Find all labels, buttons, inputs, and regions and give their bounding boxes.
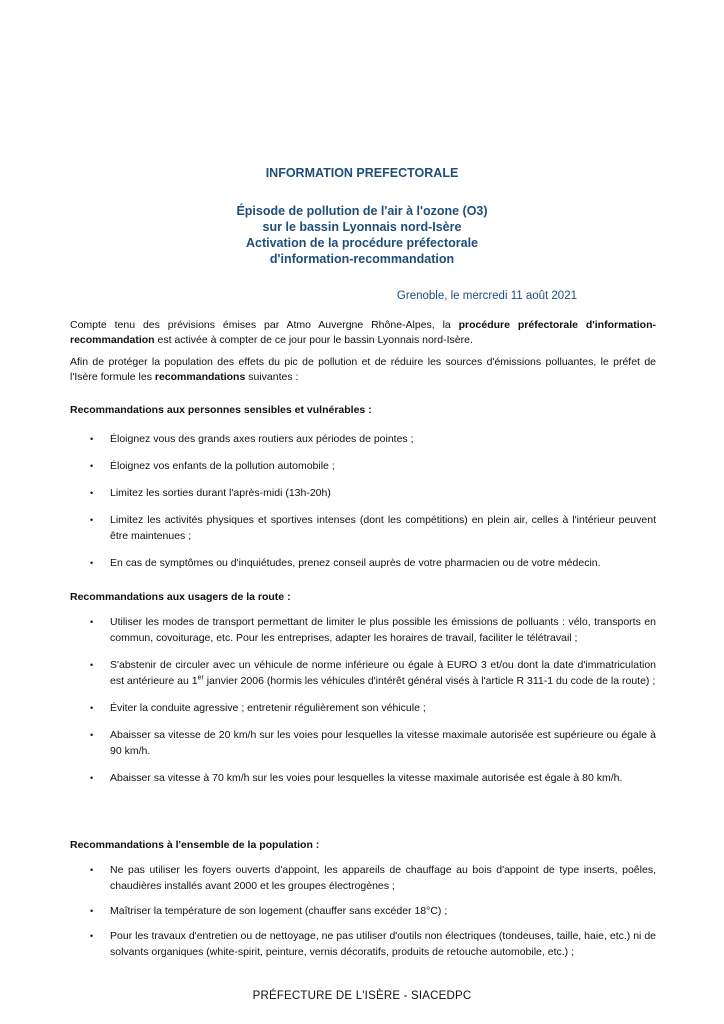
list-item-text [110, 657, 656, 689]
list-item [70, 614, 656, 646]
bullet-icon: • [90, 865, 94, 875]
page-footer: PRÉFECTURE DE L'ISÈRE - SIACEDPC [252, 990, 472, 1002]
list-item [70, 431, 656, 447]
bullet-icon: • [90, 703, 94, 713]
document-subtitle [0, 203, 724, 267]
list-item-text: Utiliser les modes de transport permettant de limiter le plus possible les émissions de polluants : vélo, transports en commun, covoiturage, etc. Pour les entreprises, adapter les horaires de travail, faciliter le télétravail ; [110, 616, 656, 644]
list-item-text: Limitez les activités physiques et sportives intenses (dont les compétitions) en plein air, celles à l'intérieur peuvent être maintenues ; [110, 514, 656, 542]
bold-text-run: procédure préfectorale d'information-recommandation [70, 319, 656, 346]
list-item-text: Éviter la conduite agressive ; entretenir régulièrement son véhicule ; [110, 702, 426, 714]
list-item [70, 512, 656, 544]
list-item-text: En cas de symptômes ou d'inquiétudes, prenez conseil auprès de votre pharmacien ou de votre médecin. [110, 557, 601, 569]
list-item-text: Pour les travaux d'entretien ou de nettoyage, ne pas utiliser d'outils non électriques (tondeuses, taille, haie, etc.) ni de solvants organiques (white-spirit, peinture, vernis décoratifs, produits de retouche automobile, etc.) ; [110, 930, 656, 958]
text-run: Compte tenu des prévisions émises par Atmo Auvergne Rhône-Alpes, la [70, 319, 459, 331]
section-title-road-users: Recommandations aux usagers de la route : [70, 591, 291, 603]
list-item-text: Ne pas utiliser les foyers ouverts d'appoint, les appareils de chauffage au bois d'appoint de type inserts, poêles, chaudières installés avant 2000 et les groupes électrogènes ; [110, 864, 656, 892]
bullet-icon: • [90, 434, 94, 444]
bullet-icon: • [90, 931, 94, 941]
list-item-text: Abaisser sa vitesse à 70 km/h sur les voies pour lesquelles la vitesse maximale autorisée est égale à 80 km/h. [110, 772, 623, 784]
subtitle-line: Activation de la procédure préfectorale [245, 236, 478, 250]
list-item [70, 485, 656, 501]
list-item-text: Éloignez vos enfants de la pollution automobile ; [110, 460, 335, 472]
list-item [70, 770, 656, 786]
section-title-vulnerable: Recommandations aux personnes sensibles et vulnérables : [70, 404, 372, 416]
list-item-text: Maîtriser la température de son logement (chauffer sans excéder 18°C) ; [110, 905, 448, 917]
bullet-icon: • [90, 515, 94, 525]
list-vulnerable [70, 431, 656, 571]
subtitle-line: Épisode de pollution de l'air à l'ozone (O3) [236, 204, 488, 218]
bullet-icon: • [90, 773, 94, 783]
document-title: INFORMATION PREFECTORALE [265, 166, 459, 180]
list-item [70, 657, 656, 689]
section-title-population: Recommandations à l'ensemble de la population : [70, 839, 320, 851]
superscript: er [197, 674, 204, 682]
bullet-icon: • [90, 730, 94, 740]
intro-paragraph-2 [70, 355, 656, 385]
bullet-icon: • [90, 906, 94, 916]
list-item-text: Abaisser sa vitesse de 20 km/h sur les voies pour lesquelles la vitesse maximale autorisée est supérieure ou égale à 90 km/h. [110, 729, 656, 757]
intro-paragraph-1 [70, 318, 656, 348]
bullet-icon: • [90, 660, 94, 670]
list-item [70, 727, 656, 759]
list-population [70, 862, 656, 960]
text-run: S'abstenir de circuler avec un véhicule de norme inférieure ou égale à EURO 3 et/ou dont la date d'immatriculation est antérieure au 1 [110, 659, 656, 687]
subtitle-line: d'information-recommandation [269, 252, 455, 266]
list-item [70, 903, 656, 919]
list-item [70, 458, 656, 474]
list-item [70, 555, 656, 571]
list-item [70, 700, 656, 716]
list-item [70, 928, 656, 960]
bullet-icon: • [90, 461, 94, 471]
text-run: janvier 2006 (hormis les véhicules d'intérêt général visés à l'article R 311-1 du code de la route) ; [203, 675, 656, 687]
bullet-icon: • [90, 617, 94, 627]
list-item-text: Limitez les sorties durant l'après-midi (13h-20h) [110, 487, 331, 499]
text-run: est activée à compter de ce jour pour le bassin Lyonnais nord-Isère. [154, 334, 473, 346]
subtitle-line: sur le bassin Lyonnais nord-Isère [262, 220, 462, 234]
list-item-text: Éloignez vous des grands axes routiers aux périodes de pointes ; [110, 433, 414, 445]
bullet-icon: • [90, 558, 94, 568]
dateline: Grenoble, le mercredi 11 août 2021 [396, 290, 577, 302]
text-run: Afin de protéger la population des effets du pic de pollution et de réduire les sources d'émissions polluantes, le préfet de l'Isère formule les [70, 356, 656, 383]
bullet-icon: • [90, 488, 94, 498]
list-road-users [70, 614, 656, 786]
list-item [70, 862, 656, 894]
bold-text-run: recommandations [154, 371, 246, 383]
text-run: suivantes : [245, 371, 299, 383]
